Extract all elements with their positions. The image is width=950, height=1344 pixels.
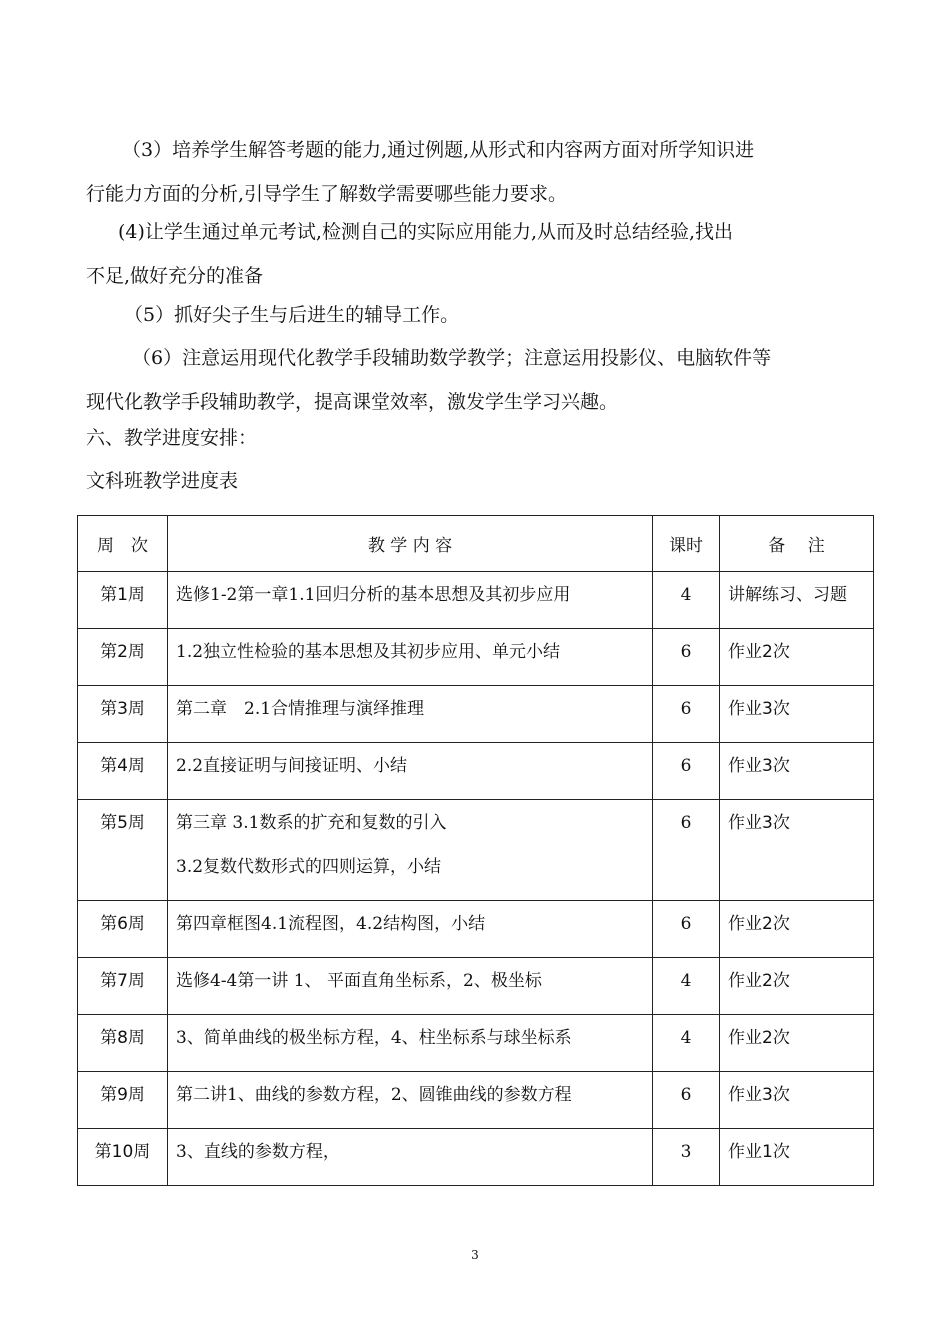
- paragraph-line: （6）注意运用现代化教学手段辅助数学教学；注意运用投影仪、电脑软件等: [132, 347, 772, 369]
- note-cell: 作业3次: [728, 756, 790, 776]
- content-cell: 2.2直接证明与间接证明、小结: [176, 756, 408, 776]
- content-cell: [176, 800, 644, 878]
- table-row: [78, 572, 874, 629]
- table-row: [78, 1015, 874, 1072]
- paragraph-6: [86, 336, 868, 424]
- week-cell: 第3周: [100, 699, 145, 719]
- hours-cell: 6: [680, 756, 692, 776]
- header-content: 教 学 内 容: [168, 516, 653, 572]
- hours-cell: 4: [680, 585, 692, 605]
- paragraph-line: (4)让学生通过单元考试,检测自己的实际应用能力,从而及时总结经验,找出: [118, 221, 734, 243]
- paragraph-line: 不足,做好充分的准备: [86, 265, 264, 287]
- note-cell: 作业2次: [728, 971, 790, 991]
- note-cell: 作业2次: [728, 914, 790, 934]
- content-cell: 选修1-2第一章1.1回归分析的基本思想及其初步应用: [176, 585, 571, 605]
- paragraph-line: 行能力方面的分析,引导学生了解数学需要哪些能力要求。: [86, 183, 568, 205]
- content-cell: 3、直线的参数方程，: [176, 1142, 340, 1162]
- hours-cell: 4: [680, 1028, 692, 1048]
- table-header-row: [78, 516, 874, 572]
- content-cell: 选修4-4第一讲 1、 平面直角坐标系，2、极坐标: [176, 971, 542, 991]
- table-row: [78, 1072, 874, 1129]
- table-row: [78, 1129, 874, 1186]
- note-cell: 作业1次: [728, 1142, 790, 1162]
- table-title: 文科班教学进度表: [86, 470, 239, 492]
- hours-cell: 3: [680, 1142, 692, 1162]
- hours-cell: 6: [680, 914, 692, 934]
- paragraph-4: [86, 210, 868, 298]
- week-cell: 第8周: [100, 1028, 145, 1048]
- content-cell: 1.2独立性检验的基本思想及其初步应用、单元小结: [176, 642, 561, 662]
- table-row: [78, 629, 874, 686]
- week-cell: 第1周: [100, 585, 145, 605]
- section-heading: 六、教学进度安排：: [86, 427, 258, 449]
- table-row: [78, 686, 874, 743]
- note-cell: 讲解练习、习题: [728, 585, 847, 605]
- table-row: [78, 901, 874, 958]
- header-hours: 课时: [653, 516, 720, 572]
- week-cell: 第7周: [100, 971, 145, 991]
- hours-cell: 6: [680, 699, 692, 719]
- table-row: [78, 800, 874, 901]
- paragraph-line: （5）抓好尖子生与后进生的辅导工作。: [124, 304, 460, 326]
- content-cell: 第二章 2.1合情推理与演绎推理: [176, 699, 425, 719]
- note-cell: 作业3次: [728, 813, 790, 833]
- paragraph-line: 现代化教学手段辅助教学，提高课堂效率，激发学生学习兴趣。: [86, 391, 619, 413]
- note-cell: 作业3次: [728, 699, 790, 719]
- content-cell: 第四章框图4.1流程图，4.2结构图，小结: [176, 914, 486, 934]
- week-cell: 第5周: [100, 813, 145, 833]
- week-cell: 第4周: [100, 756, 145, 776]
- note-cell: 作业2次: [728, 1028, 790, 1048]
- week-cell: 第10周: [94, 1142, 151, 1162]
- paragraph-5: [86, 293, 868, 337]
- week-cell: 第6周: [100, 914, 145, 934]
- table-row: [78, 743, 874, 800]
- page-number: 3: [471, 1248, 479, 1262]
- content-line: 3.2复数代数形式的四则运算，小结: [176, 857, 442, 877]
- week-cell: 第2周: [100, 642, 145, 662]
- content-line: 第三章 3.1数系的扩充和复数的引入: [176, 813, 447, 833]
- hours-cell: 6: [680, 813, 692, 833]
- hours-cell: 6: [680, 1085, 692, 1105]
- content-cell: 第二讲1、曲线的参数方程，2、圆锥曲线的参数方程: [176, 1085, 572, 1105]
- paragraph-line: （3）培养学生解答考题的能力,通过例题,从形式和内容两方面对所学知识进: [122, 139, 755, 161]
- content-cell: 3、简单曲线的极坐标方程，4、柱坐标系与球坐标系: [176, 1028, 572, 1048]
- note-cell: 作业3次: [728, 1085, 790, 1105]
- header-note: 备 注: [720, 516, 874, 572]
- note-cell: 作业2次: [728, 642, 790, 662]
- hours-cell: 6: [680, 642, 692, 662]
- header-week: 周 次: [78, 516, 168, 572]
- schedule-table: [77, 515, 874, 1186]
- table-row: [78, 958, 874, 1015]
- week-cell: 第9周: [100, 1085, 145, 1105]
- hours-cell: 4: [680, 971, 692, 991]
- paragraph-3: [86, 128, 868, 216]
